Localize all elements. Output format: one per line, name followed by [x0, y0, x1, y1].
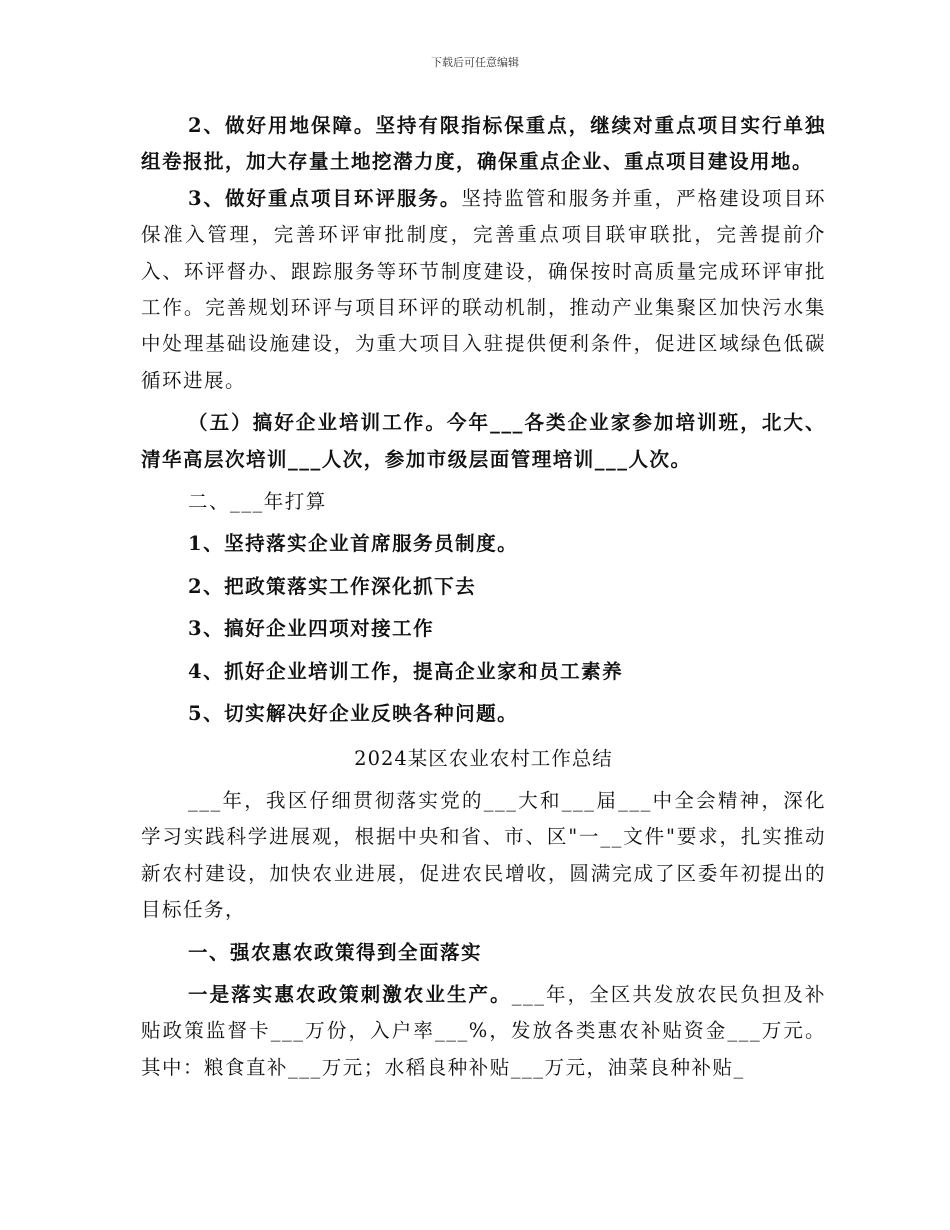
page-header: 下载后可任意编辑: [431, 56, 519, 69]
paragraph-intro: ___年，我区仔细贯彻落实党的___大和___届___中全会精神，深化学习实践科学进展观，根据中央和省、市、区"一__文件"要求，扎实推动新农村建设，加快农业进展，促进农民增收，圆满完成了区委年初提出的目标任务，: [141, 788, 826, 922]
paragraph-subsidy-body: ___年，全区共发放农民负担及补贴政策监督卡___万份，入户率___%，发放各类惠农补贴资金___万元。其中：粮食直补___万元；水稻良种补贴___万元，油菜良种补贴_: [141, 982, 826, 1079]
list-item-plan-4: 4、抓好企业培训工作，提高企业家和员工素养: [188, 659, 624, 683]
document-title: 2024某区农业农村工作总结: [354, 746, 613, 770]
section-heading-plan: 二、___年打算: [188, 490, 327, 514]
paragraph-land-guarantee: 2、做好用地保障。坚持有限指标保重点，继续对重点项目实行单独组卷报批，加大存量土地挖潜力度，确保重点企业、重点项目建设用地。: [141, 114, 826, 174]
paragraph-subsidy: [141, 977, 826, 1086]
paragraph-eia-service: [141, 181, 826, 399]
paragraph-enterprise-training: （五）搞好企业培训工作。今年___各类企业家参加培训班，北大、清华高层次培训___人次，参加市级层面管理培训___人次。: [141, 411, 826, 471]
paragraph-eia-body: 坚持监管和服务并重，严格建设项目环保准入管理，完善环评审批制度，完善重点项目联审联批，完善提前介入、环评督办、跟踪服务等环节制度建设，确保按时高质量完成环评审批工作。完善规划环评与项目环评的联动机制，推动产业集聚区加快污水集中处理基础设施建设，为重大项目入驻提供便利条件，促进区域绿色低碳循环进展。: [141, 186, 826, 392]
list-item-plan-1: 1、坚持落实企业首席服务员制度。: [188, 532, 519, 556]
list-item-plan-3: 3、搞好企业四项对接工作: [188, 617, 435, 641]
paragraph-subsidy-lead: 一是落实惠农政策刺激农业生产。: [188, 982, 512, 1006]
list-item-plan-2: 2、把政策落实工作深化抓下去: [188, 574, 477, 598]
document-body: [141, 108, 826, 1086]
paragraph-eia-lead: 3、做好重点项目环评服务。: [188, 186, 462, 210]
section-heading-policy: 一、强农惠农政策得到全面落实: [188, 940, 483, 964]
list-item-plan-5: 5、切实解决好企业反映各种问题。: [188, 702, 519, 726]
